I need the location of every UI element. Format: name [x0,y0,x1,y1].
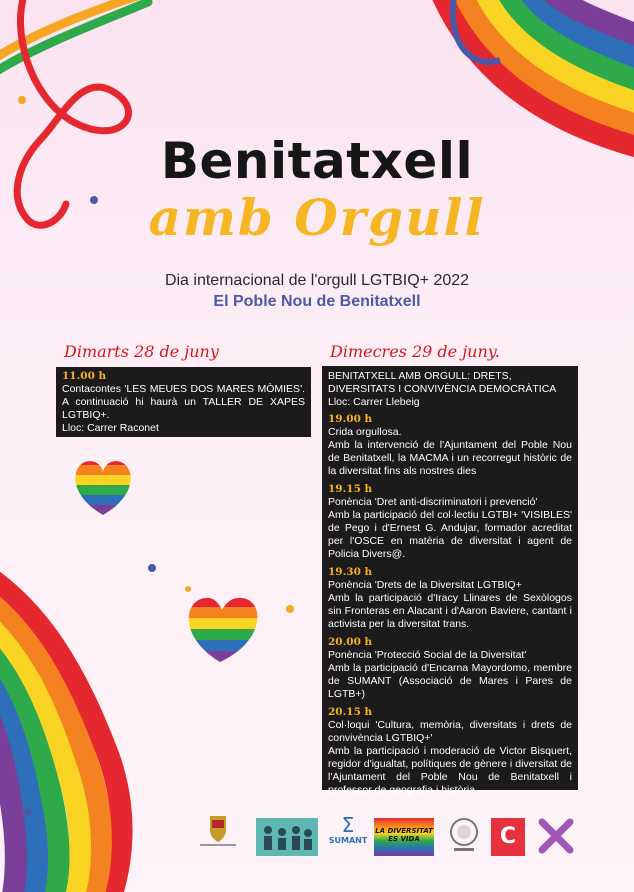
day-label-wednesday: Dimecres 29 de juny. [330,342,500,361]
event-text: Amb la participació i moderació de Victor Bisquert, regidor d'igualtat, polítiques de gènere i diversitat de l'Ajuntament del Poble Nou de Benitatxell i professor de geografia i història. [328,745,572,796]
program-intro: BENITATXELL AMB ORGULL: DRETS, DIVERSITATS I CONVIVÈNCIA DEMOCRÀTICA [328,370,557,395]
event-title: Col·loqui 'Cultura, memòria, diversitats i drets de convivència LGTBIQ+' [328,719,572,744]
event-text: Amb la intervenció de l'Ajuntament del Poble Nou de Benitatxell, la MACMA i un recorregut històric de la diversitat fins als nostres dies [328,439,572,477]
event-place: Lloc: Carrer Raconet [62,422,159,434]
sumant-label: SUMANT [328,836,368,845]
macma-logo [256,818,318,856]
diversitat-line2: ES VIDA [388,835,420,843]
sponsor-logos [198,808,583,863]
town-line: El Poble Nou de Benitatxell [213,293,421,310]
heart-icon [180,595,275,665]
event-title: Ponència 'Drets de la Diversitat LGTBIQ+ [328,579,522,591]
day-label-tuesday: Dimarts 28 de juny [64,342,219,361]
odhe-logo [446,814,482,854]
event-title: Crida orgullosa. [328,426,402,438]
diversitat-line1: LA DIVERSITAT [375,827,433,835]
heart-icon [70,455,150,517]
poster-subtitle: amb Orgull [148,188,486,247]
sigma-icon: Σ [341,813,355,837]
event-time: 11.00 h [62,370,107,382]
program-place: Lloc: Carrer Llebeig [328,396,420,408]
event-text: Amb la participació d'Encarna Mayordomo, membre de SUMANT (Associació de Mares i Pares de LGTB+) [328,662,572,700]
event-time: 19.00 h [328,413,373,425]
event-time: 19.15 h [328,483,373,495]
sumant-logo [326,814,370,854]
event-time: 19.30 h [328,566,373,578]
diversitat-logo [374,818,434,856]
wednesday-box [322,366,578,796]
x-logo [536,816,576,856]
event-time: 20.15 h [328,706,373,718]
event-title: Ponència 'Dret anti-discriminatori i prevenció' [328,496,538,508]
event-line: Dia internacional de l'orgull LGTBIQ+ 2022 [164,272,470,289]
event-time: 20.00 h [328,636,373,648]
event-text: Contacontes 'LES MEUES DOS MARES MÒMIES'. A continuació hi haurà un TALLER DE XAPES LGTBIQ+. [62,383,305,421]
event-text: Amb la participació del col·lectiu LGTBI+ 'VISIBLES' de Pego i d'Ernest G. Andujar, formador acreditat per l'OSCE en matèria de diversitat i agent de Policia Divers@. [328,509,572,560]
c-logo: C [491,818,525,856]
poster-title: Benitatxell [160,132,474,190]
town-council-logo [198,812,238,850]
event-text: Amb la participació d'Iracy Llinares de Sexòlogos sin Fronteras en Alacant i d'Aaron Baviere, cantant i activista per la diversitat trans. [328,592,572,630]
event-title: Ponència 'Protecció Social de la Diversitat' [328,649,527,661]
tuesday-box [56,367,311,437]
